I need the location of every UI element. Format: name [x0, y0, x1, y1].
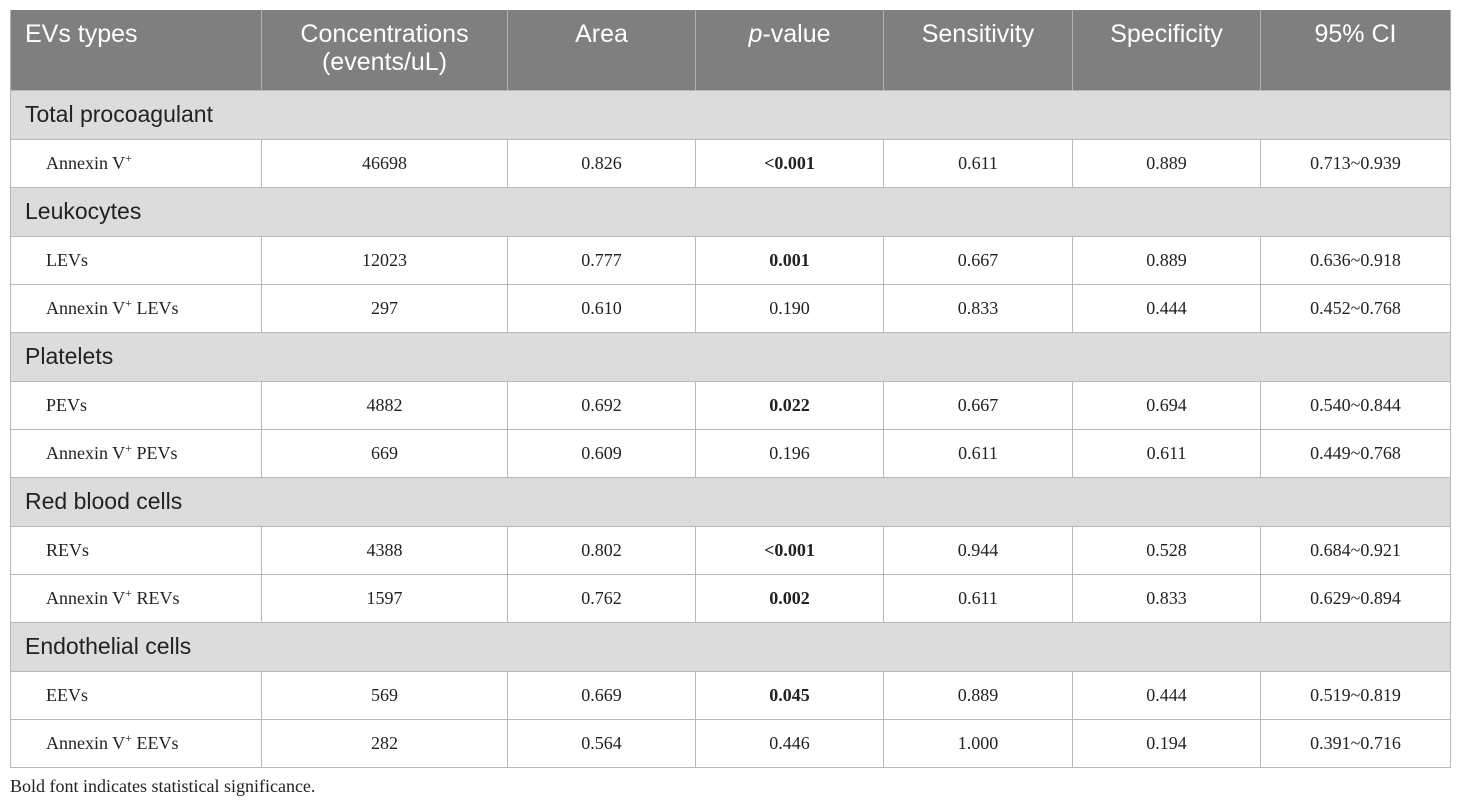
- header-evs-types: EVs types: [11, 10, 262, 90]
- cell-concentration: 669: [262, 429, 508, 477]
- cell-ev-type: [11, 284, 262, 332]
- header-specificity: Specificity: [1073, 10, 1261, 90]
- group-title: Red blood cells: [11, 477, 1451, 526]
- cell-ev-type: [11, 139, 262, 187]
- cell-area: 0.826: [508, 139, 696, 187]
- cell-area: 0.692: [508, 381, 696, 429]
- header-95-ci: 95% CI: [1261, 10, 1451, 90]
- cell-concentration: 569: [262, 671, 508, 719]
- results-table-container: [10, 10, 1450, 768]
- ev-type-name: LEVs: [46, 249, 88, 270]
- ev-type-superscript: +: [125, 440, 132, 455]
- cell-p-value: 0.001: [696, 236, 884, 284]
- footnote: Bold font indicates statistical significance.: [10, 776, 316, 796]
- ev-type-suffix: EEVs: [131, 732, 179, 753]
- table-row: [11, 236, 1451, 284]
- cell-specificity: 0.889: [1073, 236, 1261, 284]
- ev-type-suffix: PEVs: [131, 442, 178, 463]
- cell-area: 0.669: [508, 671, 696, 719]
- ev-type-name: Annexin V: [46, 732, 126, 753]
- cell-sensitivity: 0.611: [884, 429, 1073, 477]
- ev-type-name: EEVs: [46, 684, 88, 705]
- cell-sensitivity: 0.889: [884, 671, 1073, 719]
- group-row: [11, 187, 1451, 236]
- ev-type-superscript: +: [125, 585, 132, 600]
- table-row: [11, 381, 1451, 429]
- cell-concentration: 12023: [262, 236, 508, 284]
- cell-p-value: 0.002: [696, 574, 884, 622]
- table-row: [11, 429, 1451, 477]
- cell-area: 0.777: [508, 236, 696, 284]
- header-p-value: [696, 10, 884, 90]
- ev-type-superscript: +: [125, 150, 132, 165]
- cell-area: 0.802: [508, 526, 696, 574]
- cell-p-value: 0.190: [696, 284, 884, 332]
- cell-area: 0.610: [508, 284, 696, 332]
- group-title: Total procoagulant: [11, 90, 1451, 139]
- table-row: [11, 719, 1451, 767]
- header-p-rest: -value: [762, 20, 831, 48]
- cell-ci: 0.540~0.844: [1261, 381, 1451, 429]
- cell-ci: 0.629~0.894: [1261, 574, 1451, 622]
- cell-ev-type: [11, 429, 262, 477]
- ev-type-name: Annexin V: [46, 587, 126, 608]
- cell-area: 0.564: [508, 719, 696, 767]
- cell-ev-type: [11, 526, 262, 574]
- results-table: [10, 10, 1451, 768]
- cell-specificity: 0.611: [1073, 429, 1261, 477]
- table-body: [11, 90, 1451, 767]
- header-concentrations-line2: (events/uL): [321, 48, 448, 76]
- cell-specificity: 0.833: [1073, 574, 1261, 622]
- cell-p-value: 0.045: [696, 671, 884, 719]
- group-row: [11, 332, 1451, 381]
- cell-concentration: 297: [262, 284, 508, 332]
- cell-ci: 0.684~0.921: [1261, 526, 1451, 574]
- cell-sensitivity: 1.000: [884, 719, 1073, 767]
- header-area: Area: [508, 10, 696, 90]
- cell-concentration: 282: [262, 719, 508, 767]
- cell-concentration: 4388: [262, 526, 508, 574]
- table-header: [11, 10, 1451, 90]
- cell-sensitivity: 0.611: [884, 574, 1073, 622]
- cell-specificity: 0.194: [1073, 719, 1261, 767]
- cell-area: 0.609: [508, 429, 696, 477]
- header-sensitivity: Sensitivity: [884, 10, 1073, 90]
- cell-sensitivity: 0.667: [884, 236, 1073, 284]
- cell-p-value: <0.001: [696, 526, 884, 574]
- ev-type-name: Annexin V: [46, 152, 126, 173]
- table-row: [11, 139, 1451, 187]
- header-concentrations: [262, 10, 508, 90]
- group-row: [11, 622, 1451, 671]
- cell-ci: 0.452~0.768: [1261, 284, 1451, 332]
- ev-type-suffix: LEVs: [131, 297, 179, 318]
- cell-ev-type: [11, 671, 262, 719]
- cell-specificity: 0.528: [1073, 526, 1261, 574]
- cell-area: 0.762: [508, 574, 696, 622]
- group-row: [11, 90, 1451, 139]
- header-p-italic: p: [748, 20, 763, 48]
- cell-p-value: 0.022: [696, 381, 884, 429]
- cell-p-value: 0.446: [696, 719, 884, 767]
- cell-ev-type: [11, 719, 262, 767]
- header-concentrations-line1: Concentrations: [300, 20, 469, 48]
- group-row: [11, 477, 1451, 526]
- cell-p-value: 0.196: [696, 429, 884, 477]
- cell-ci: 0.713~0.939: [1261, 139, 1451, 187]
- table-row: [11, 284, 1451, 332]
- ev-type-superscript: +: [125, 295, 132, 310]
- table-row: [11, 574, 1451, 622]
- cell-ev-type: [11, 381, 262, 429]
- cell-ci: 0.636~0.918: [1261, 236, 1451, 284]
- cell-sensitivity: 0.667: [884, 381, 1073, 429]
- cell-p-value: <0.001: [696, 139, 884, 187]
- cell-specificity: 0.889: [1073, 139, 1261, 187]
- group-title: Leukocytes: [11, 187, 1451, 236]
- group-title: Endothelial cells: [11, 622, 1451, 671]
- cell-specificity: 0.444: [1073, 284, 1261, 332]
- cell-sensitivity: 0.611: [884, 139, 1073, 187]
- cell-concentration: 1597: [262, 574, 508, 622]
- cell-concentration: 46698: [262, 139, 508, 187]
- ev-type-name: REVs: [46, 539, 90, 560]
- cell-sensitivity: 0.944: [884, 526, 1073, 574]
- cell-sensitivity: 0.833: [884, 284, 1073, 332]
- table-row: [11, 671, 1451, 719]
- cell-specificity: 0.444: [1073, 671, 1261, 719]
- ev-type-suffix: REVs: [131, 587, 180, 608]
- ev-type-superscript: +: [125, 730, 132, 745]
- cell-ci: 0.391~0.716: [1261, 719, 1451, 767]
- ev-type-name: PEVs: [46, 394, 88, 415]
- cell-ci: 0.449~0.768: [1261, 429, 1451, 477]
- cell-ev-type: [11, 574, 262, 622]
- cell-ci: 0.519~0.819: [1261, 671, 1451, 719]
- cell-ev-type: [11, 236, 262, 284]
- table-row: [11, 526, 1451, 574]
- cell-concentration: 4882: [262, 381, 508, 429]
- group-title: Platelets: [11, 332, 1451, 381]
- cell-specificity: 0.694: [1073, 381, 1261, 429]
- ev-type-name: Annexin V: [46, 442, 126, 463]
- ev-type-name: Annexin V: [46, 297, 126, 318]
- header-row: [11, 10, 1451, 90]
